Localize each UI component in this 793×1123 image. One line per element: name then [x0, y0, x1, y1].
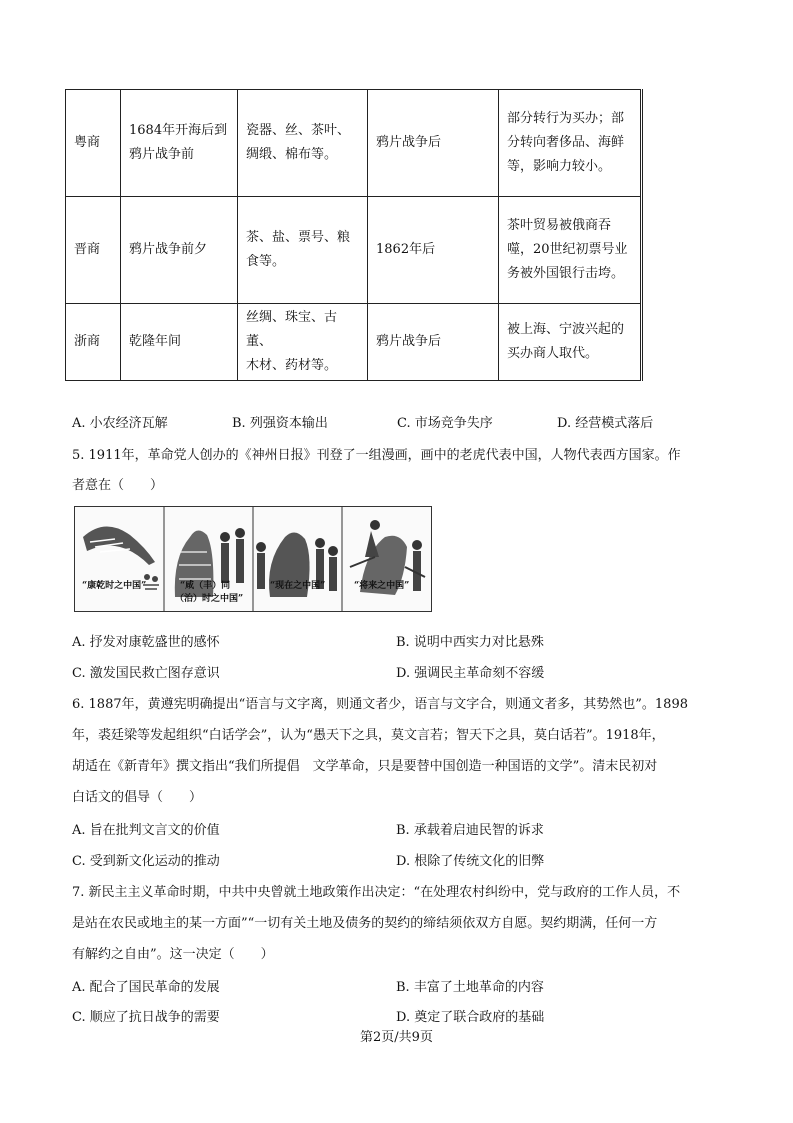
q5-option-b[interactable]: B. 说明中西实力对比悬殊 [396, 635, 544, 650]
q6-stem-line: 胡适在《新青年》撰文指出“我们所提倡 文学革命，只是要替中国创造一种国语的文学”。清末民初对 [72, 759, 658, 774]
q7-stem-line: 有解约之自由”。这一决定（ ） [72, 947, 274, 962]
tiger-cartoon-image [74, 506, 432, 612]
q6-option-a[interactable]: A. 旨在批判文言文的价值 [72, 823, 220, 838]
q4-option-b[interactable]: B. 列强资本输出 [232, 416, 328, 431]
cell-name: 晋商 [66, 197, 121, 304]
q6-stem-line: 年，裘廷梁等发起组织“白话学会”，认为“愚天下之具，莫文言若；智天下之具，莫白话若”。1918年， [72, 728, 665, 743]
cartoon-caption-3: “现在之中国” [270, 581, 326, 591]
q5-stem-line: 者意在（ ） [72, 478, 164, 493]
q7-option-d[interactable]: D. 奠定了联合政府的基础 [396, 1010, 545, 1025]
q5-option-a[interactable]: A. 抒发对康乾盛世的感怀 [72, 635, 220, 650]
cell-goods: 丝绸、珠宝、古董、 木材、药材等。 [238, 304, 368, 381]
merchants-table [65, 89, 643, 381]
q7-option-a[interactable]: A. 配合了国民革命的发展 [72, 980, 220, 995]
cell-period: 1684年开海后到 鸦片战争前 [121, 90, 238, 197]
q4-option-a[interactable]: A. 小农经济瓦解 [72, 416, 168, 431]
table-row [66, 197, 642, 304]
q6-option-c[interactable]: C. 受到新文化运动的推动 [72, 854, 220, 869]
q5-option-c[interactable]: C. 激发国民救亡图存意识 [72, 666, 220, 681]
cell-decline: 1862年后 [368, 197, 499, 304]
cartoon-caption-1: “康乾时之中国” [82, 581, 147, 591]
page-number: 第2页/共9页 [360, 1030, 433, 1045]
cell-name: 粤商 [66, 90, 121, 197]
cartoon-illustration [75, 507, 431, 611]
cell-goods: 茶、盐、票号、粮 食等。 [238, 197, 368, 304]
q4-option-c[interactable]: C. 市场竞争失序 [397, 416, 493, 431]
cell-decline: 鸦片战争后 [368, 304, 499, 381]
cell-decline: 鸦片战争后 [368, 90, 499, 197]
cell-period: 乾隆年间 [121, 304, 238, 381]
q6-option-d[interactable]: D. 根除了传统文化的旧弊 [396, 854, 545, 869]
q7-stem-line: 是站在农民或地主的某一方面”“一切有关土地及债务的契约的缔结须依双方自愿。契约期满，任何一方 [72, 916, 658, 931]
q6-stem-line: 6. 1887年，黄遵宪明确提出“语言与文字离，则通文者少，语言与文字合，则通文者多，其势然也”。1898 [72, 697, 688, 712]
cell-goods: 瓷器、丝、茶叶、 绸缎、棉布等。 [238, 90, 368, 197]
q7-stem-line: 7. 新民主主义革命时期，中共中央曾就土地政策作出决定：“在处理农村纠纷中，党与政府的工作人员，不 [72, 885, 681, 900]
cell-period: 鸦片战争前夕 [121, 197, 238, 304]
cell-result: 被上海、宁波兴起的 买办商人取代。 [499, 304, 642, 381]
q5-option-d[interactable]: D. 强调民主革命刻不容缓 [396, 666, 545, 681]
cell-name: 浙商 [66, 304, 121, 381]
q4-option-d[interactable]: D. 经营模式落后 [557, 416, 654, 431]
table-row [66, 304, 642, 381]
cartoon-caption-4: “将来之中国” [354, 581, 410, 591]
table-row [66, 90, 642, 197]
cartoon-caption-2b: （治）时之中国” [175, 594, 244, 604]
cell-result: 茶叶贸易被俄商吞 噬，20世纪初票号业 务被外国银行击垮。 [499, 197, 642, 304]
cartoon-caption-2: “咸（丰）同 [180, 581, 231, 591]
q6-stem-line: 白话文的倡导（ ） [72, 790, 203, 805]
q5-stem-line: 5. 1911年，革命党人创办的《神州日报》刊登了一组漫画，画中的老虎代表中国，人物代表西方国家。作 [72, 448, 681, 463]
cell-result: 部分转行为买办；部 分转向奢侈品、海鲜 等，影响力较小。 [499, 90, 642, 197]
q6-option-b[interactable]: B. 承载着启迪民智的诉求 [396, 823, 544, 838]
q7-option-c[interactable]: C. 顺应了抗日战争的需要 [72, 1010, 220, 1025]
q7-option-b[interactable]: B. 丰富了土地革命的内容 [396, 980, 544, 995]
